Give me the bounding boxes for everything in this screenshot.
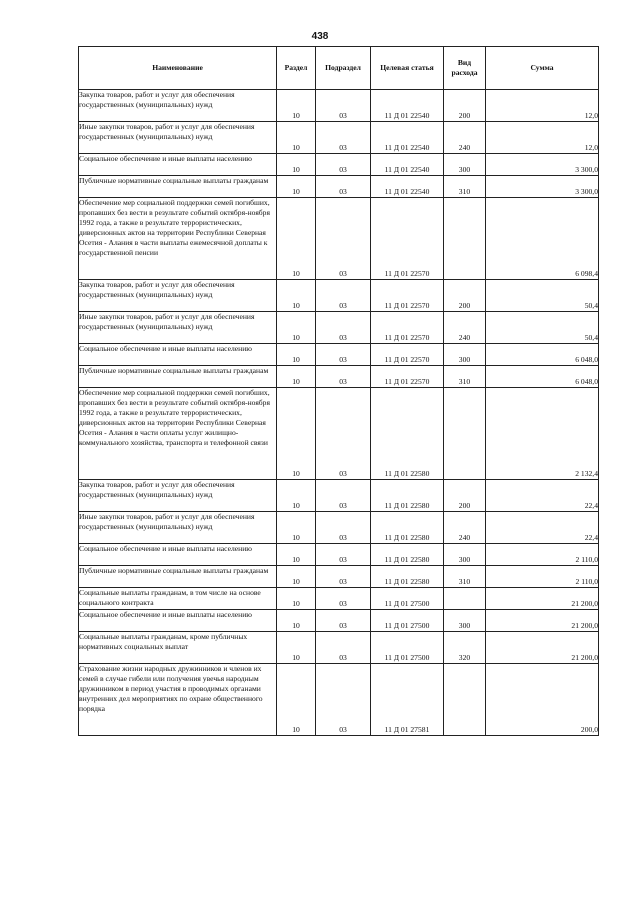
row-name-text: Социальные выплаты гражданам, кроме публичных нормативных социальных выплат xyxy=(79,632,248,651)
row-name xyxy=(79,122,277,154)
row-name-text: Обеспечение мер социальной поддержки семей погибших, пропавших без вести в результате событий октября-ноября 1992 года, а также в результате террористических, диверсионных актов на территории Республики Северная Осетия - Алания в части выплаты ежемесячной доплаты к государственной пенсии xyxy=(79,198,270,257)
row-name-text: Обеспечение мер социальной поддержки семей погибших, пропавших без вести в результате событий октября-ноября 1992 года, а также в результате террористических, диверсионных актов на территории Республики Северная Осетия - Алания в части оплаты услуг жилищно-коммунального хозяйства, транспорта и телефонной связи xyxy=(79,388,270,447)
row-vid: 300 xyxy=(444,544,486,566)
row-summa: 3 300,0 xyxy=(486,154,599,176)
row-vid: 200 xyxy=(444,280,486,312)
row-podrazdel: 03 xyxy=(316,280,371,312)
table-row xyxy=(79,176,599,198)
row-summa: 6 048,0 xyxy=(486,366,599,388)
row-name xyxy=(79,544,277,566)
row-celevaya: 11 Д 01 22570 xyxy=(371,280,444,312)
row-name xyxy=(79,588,277,610)
row-razdel: 10 xyxy=(277,664,316,736)
table-row xyxy=(79,512,599,544)
row-podrazdel: 03 xyxy=(316,344,371,366)
row-razdel: 10 xyxy=(277,122,316,154)
row-vid: 320 xyxy=(444,632,486,664)
row-podrazdel: 03 xyxy=(316,566,371,588)
row-summa: 6 048,0 xyxy=(486,344,599,366)
row-summa: 2 110,0 xyxy=(486,544,599,566)
row-podrazdel: 03 xyxy=(316,388,371,480)
row-summa: 22,4 xyxy=(486,480,599,512)
row-celevaya: 11 Д 01 22540 xyxy=(371,176,444,198)
row-summa: 2 132,4 xyxy=(486,388,599,480)
row-name xyxy=(79,312,277,344)
table-row xyxy=(79,388,599,480)
row-name xyxy=(79,154,277,176)
row-name xyxy=(79,198,277,280)
row-podrazdel: 03 xyxy=(316,154,371,176)
row-vid: 300 xyxy=(444,344,486,366)
row-celevaya: 11 Д 01 22540 xyxy=(371,90,444,122)
row-celevaya: 11 Д 01 22580 xyxy=(371,388,444,480)
row-summa: 21 200,0 xyxy=(486,610,599,632)
row-razdel: 10 xyxy=(277,344,316,366)
row-name-text: Публичные нормативные социальные выплаты гражданам xyxy=(79,176,269,185)
row-name-text: Иные закупки товаров, работ и услуг для обеспечения государственных (муниципальных) нужд xyxy=(79,122,255,141)
row-podrazdel: 03 xyxy=(316,90,371,122)
row-vid xyxy=(444,664,486,736)
header-vid: Вид расхода xyxy=(444,47,486,90)
row-podrazdel: 03 xyxy=(316,198,371,280)
row-razdel: 10 xyxy=(277,480,316,512)
row-celevaya: 11 Д 01 22570 xyxy=(371,312,444,344)
row-razdel: 10 xyxy=(277,388,316,480)
row-summa: 21 200,0 xyxy=(486,632,599,664)
row-razdel: 10 xyxy=(277,280,316,312)
row-summa: 50,4 xyxy=(486,312,599,344)
table-row xyxy=(79,366,599,388)
row-name xyxy=(79,176,277,198)
table-row xyxy=(79,122,599,154)
table-row xyxy=(79,664,599,736)
row-name xyxy=(79,344,277,366)
row-podrazdel: 03 xyxy=(316,312,371,344)
row-name xyxy=(79,388,277,480)
row-name-text: Публичные нормативные социальные выплаты гражданам xyxy=(79,366,269,375)
header-celevaya: Целевая статья xyxy=(371,47,444,90)
table-row xyxy=(79,588,599,610)
table-row xyxy=(79,154,599,176)
row-name xyxy=(79,610,277,632)
row-vid: 200 xyxy=(444,90,486,122)
row-name xyxy=(79,280,277,312)
row-podrazdel: 03 xyxy=(316,122,371,154)
row-summa: 12,0 xyxy=(486,90,599,122)
row-podrazdel: 03 xyxy=(316,176,371,198)
row-vid: 200 xyxy=(444,480,486,512)
row-razdel: 10 xyxy=(277,198,316,280)
row-celevaya: 11 Д 01 22580 xyxy=(371,480,444,512)
table-row xyxy=(79,198,599,280)
row-summa: 200,0 xyxy=(486,664,599,736)
header-summa: Сумма xyxy=(486,47,599,90)
row-razdel: 10 xyxy=(277,312,316,344)
row-name-text: Публичные нормативные социальные выплаты гражданам xyxy=(79,566,269,575)
row-summa: 3 300,0 xyxy=(486,176,599,198)
row-celevaya: 11 Д 01 22570 xyxy=(371,344,444,366)
row-name-text: Страхование жизни народных дружинников и членов их семей в случае гибели или получения увечья народным дружинником в период участия в проводимых органами внутренних дел мероприятиях по охране общественного порядка xyxy=(79,664,263,713)
table-row xyxy=(79,312,599,344)
header-podrazdel: Подраздел xyxy=(316,47,371,90)
row-razdel: 10 xyxy=(277,176,316,198)
table-row xyxy=(79,344,599,366)
row-celevaya: 11 Д 01 22580 xyxy=(371,544,444,566)
table-row xyxy=(79,566,599,588)
row-name xyxy=(79,90,277,122)
row-name-text: Закупка товаров, работ и услуг для обеспечения государственных (муниципальных) нужд xyxy=(79,280,235,299)
row-celevaya: 11 Д 01 22570 xyxy=(371,198,444,280)
row-razdel: 10 xyxy=(277,154,316,176)
row-razdel: 10 xyxy=(277,588,316,610)
row-name-text: Социальное обеспечение и иные выплаты населению xyxy=(79,154,252,163)
row-podrazdel: 03 xyxy=(316,544,371,566)
row-razdel: 10 xyxy=(277,544,316,566)
row-name xyxy=(79,366,277,388)
row-podrazdel: 03 xyxy=(316,610,371,632)
row-podrazdel: 03 xyxy=(316,480,371,512)
row-razdel: 10 xyxy=(277,610,316,632)
row-podrazdel: 03 xyxy=(316,588,371,610)
row-vid: 310 xyxy=(444,366,486,388)
table-row xyxy=(79,280,599,312)
row-vid: 240 xyxy=(444,512,486,544)
row-name xyxy=(79,512,277,544)
row-name-text: Социальные выплаты гражданам, в том числе на основе социального контракта xyxy=(79,588,261,607)
table-row xyxy=(79,480,599,512)
row-vid: 300 xyxy=(444,154,486,176)
row-name xyxy=(79,480,277,512)
row-vid xyxy=(444,588,486,610)
row-vid: 300 xyxy=(444,610,486,632)
row-celevaya: 11 Д 01 22580 xyxy=(371,566,444,588)
row-razdel: 10 xyxy=(277,632,316,664)
row-summa: 50,4 xyxy=(486,280,599,312)
header-name: Наименование xyxy=(79,47,277,90)
row-name-text: Иные закупки товаров, работ и услуг для обеспечения государственных (муниципальных) нужд xyxy=(79,312,255,331)
row-razdel: 10 xyxy=(277,366,316,388)
table-row xyxy=(79,610,599,632)
row-celevaya: 11 Д 01 27500 xyxy=(371,588,444,610)
row-vid: 310 xyxy=(444,176,486,198)
row-celevaya: 11 Д 01 22540 xyxy=(371,122,444,154)
row-name xyxy=(79,632,277,664)
row-name xyxy=(79,566,277,588)
row-summa: 2 110,0 xyxy=(486,566,599,588)
row-razdel: 10 xyxy=(277,512,316,544)
row-name-text: Социальное обеспечение и иные выплаты населению xyxy=(79,610,252,619)
table-header-row xyxy=(79,47,599,90)
row-vid: 240 xyxy=(444,122,486,154)
row-vid: 310 xyxy=(444,566,486,588)
row-summa: 12,0 xyxy=(486,122,599,154)
row-name xyxy=(79,664,277,736)
row-summa: 6 098,4 xyxy=(486,198,599,280)
row-name-text: Социальное обеспечение и иные выплаты населению xyxy=(79,344,252,353)
row-name-text: Закупка товаров, работ и услуг для обеспечения государственных (муниципальных) нужд xyxy=(79,480,235,499)
table-row xyxy=(79,632,599,664)
row-summa: 21 200,0 xyxy=(486,588,599,610)
row-celevaya: 11 Д 01 22540 xyxy=(371,154,444,176)
row-vid: 240 xyxy=(444,312,486,344)
row-podrazdel: 03 xyxy=(316,512,371,544)
row-razdel: 10 xyxy=(277,566,316,588)
table-row xyxy=(79,90,599,122)
page-number: 438 xyxy=(311,31,329,42)
row-celevaya: 11 Д 01 22570 xyxy=(371,366,444,388)
row-vid xyxy=(444,198,486,280)
row-razdel: 10 xyxy=(277,90,316,122)
table-row xyxy=(79,544,599,566)
row-celevaya: 11 Д 01 27500 xyxy=(371,610,444,632)
header-razdel: Раздел xyxy=(277,47,316,90)
row-name-text: Социальное обеспечение и иные выплаты населению xyxy=(79,544,252,553)
row-celevaya: 11 Д 01 22580 xyxy=(371,512,444,544)
row-summa: 22,4 xyxy=(486,512,599,544)
row-podrazdel: 03 xyxy=(316,366,371,388)
row-vid xyxy=(444,388,486,480)
row-name-text: Иные закупки товаров, работ и услуг для обеспечения государственных (муниципальных) нужд xyxy=(79,512,255,531)
row-podrazdel: 03 xyxy=(316,632,371,664)
row-celevaya: 11 Д 01 27581 xyxy=(371,664,444,736)
row-podrazdel: 03 xyxy=(316,664,371,736)
row-name-text: Закупка товаров, работ и услуг для обеспечения государственных (муниципальных) нужд xyxy=(79,90,235,109)
row-celevaya: 11 Д 01 27500 xyxy=(371,632,444,664)
budget-table xyxy=(78,46,599,736)
